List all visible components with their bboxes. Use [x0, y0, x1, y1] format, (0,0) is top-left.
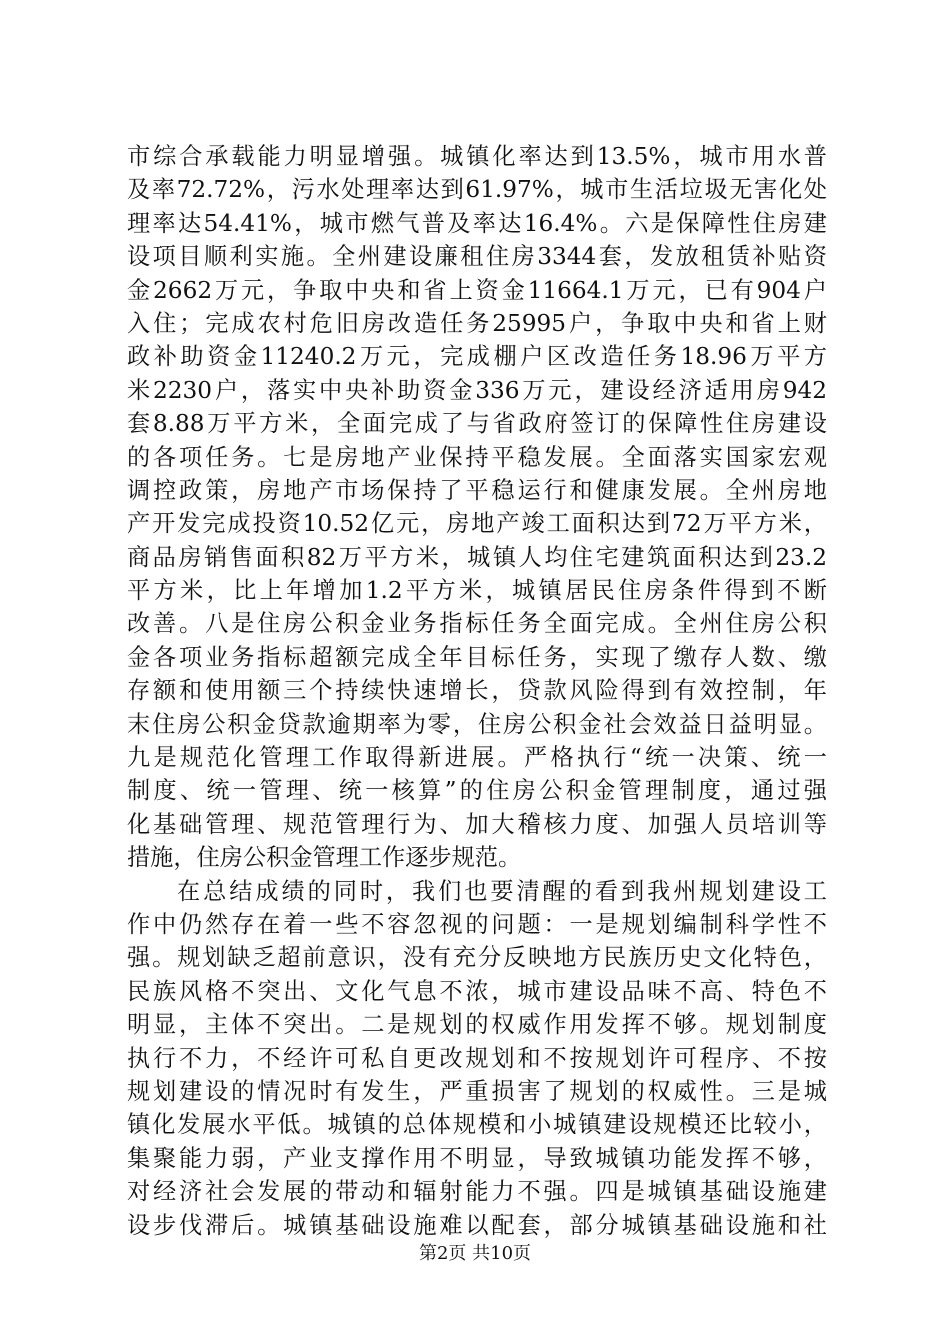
text-line: 入住；完成农村危旧房改造任务25995户，争取中央和省上财 [127, 309, 827, 337]
text-line: 制度、统一管理、统一核算”的住房公积金管理制度，通过强 [127, 777, 827, 805]
text-line: 政补助资金11240.2万元，完成棚户区改造任务18.96万平方 [127, 343, 827, 371]
document-body [127, 140, 827, 1242]
text-line: 化基础管理、规范管理行为、加大稽核力度、加强人员培训等 [127, 810, 827, 838]
text-line: 金2662万元，争取中央和省上资金11664.1万元，已有904户 [127, 276, 827, 304]
text-line: 明显，主体不突出。二是规划的权威作用发挥不够。规划制度 [127, 1011, 827, 1039]
text-line: 存额和使用额三个持续快速增长，贷款风险得到有效控制，年 [127, 677, 827, 705]
text-line: 措施，住房公积金管理工作逐步规范。 [127, 844, 522, 872]
text-line: 执行不力，不经许可私自更改规划和不按规划许可程序、不按 [127, 1044, 827, 1072]
text-line: 米2230户，落实中央补助资金336万元，建设经济适用房942 [127, 376, 827, 404]
text-line: 镇化发展水平低。城镇的总体规模和小城镇建设规模还比较小， [127, 1111, 827, 1139]
text-line: 作中仍然存在着一些不容忽视的问题：一是规划编制科学性不 [127, 910, 827, 938]
text-line: 调控政策，房地产市场保持了平稳运行和健康发展。全州房地 [127, 476, 827, 504]
text-line: 集聚能力弱，产业支撑作用不明显，导致城镇功能发挥不够， [127, 1144, 827, 1172]
text-line: 末住房公积金贷款逾期率为零，住房公积金社会效益日益明显。 [127, 710, 827, 738]
text-line: 金各项业务指标超额完成全年目标任务，实现了缴存人数、缴 [127, 643, 827, 671]
paragraph [127, 140, 827, 875]
text-line: 的各项任务。七是房地产业保持平稳发展。全面落实国家宏观 [127, 443, 827, 471]
text-line: 商品房销售面积82万平方米，城镇人均住宅建筑面积达到23.2 [127, 543, 827, 571]
text-line: 设项目顺利实施。全州建设廉租住房3344套，发放租赁补贴资 [127, 243, 827, 271]
paragraph [127, 875, 827, 1242]
text-line: 平方米，比上年增加1.2平方米，城镇居民住房条件得到不断 [127, 577, 827, 605]
page-footer: 第2页 共10页 [418, 1243, 532, 1264]
text-line: 九是规范化管理工作取得新进展。严格执行“统一决策、统一 [127, 744, 827, 772]
text-line: 规划建设的情况时有发生，严重损害了规划的权威性。三是城 [127, 1077, 827, 1105]
text-line: 在总结成绩的同时，我们也要清醒的看到我州规划建设工 [177, 877, 827, 905]
text-line: 民族风格不突出、文化气息不浓，城市建设品味不高、特色不 [127, 977, 827, 1005]
text-line: 强。规划缺乏超前意识，没有充分反映地方民族历史文化特色， [127, 944, 827, 972]
text-line: 套8.88万平方米，全面完成了与省政府签订的保障性住房建设 [127, 410, 827, 438]
text-line: 及率72.72%，污水处理率达到61.97%，城市生活垃圾无害化处 [127, 176, 827, 204]
text-line: 对经济社会发展的带动和辐射能力不强。四是城镇基础设施建 [127, 1178, 827, 1206]
text-line: 理率达54.41%，城市燃气普及率达16.4%。六是保障性住房建 [127, 209, 827, 237]
text-line: 改善。八是住房公积金业务指标任务全面完成。全州住房公积 [127, 610, 827, 638]
text-line: 设步伐滞后。城镇基础设施难以配套，部分城镇基础设施和社 [127, 1211, 827, 1239]
text-line: 市综合承载能力明显增强。城镇化率达到13.5%，城市用水普 [127, 143, 827, 170]
text-line: 产开发完成投资10.52亿元，房地产竣工面积达到72万平方米， [127, 510, 827, 538]
